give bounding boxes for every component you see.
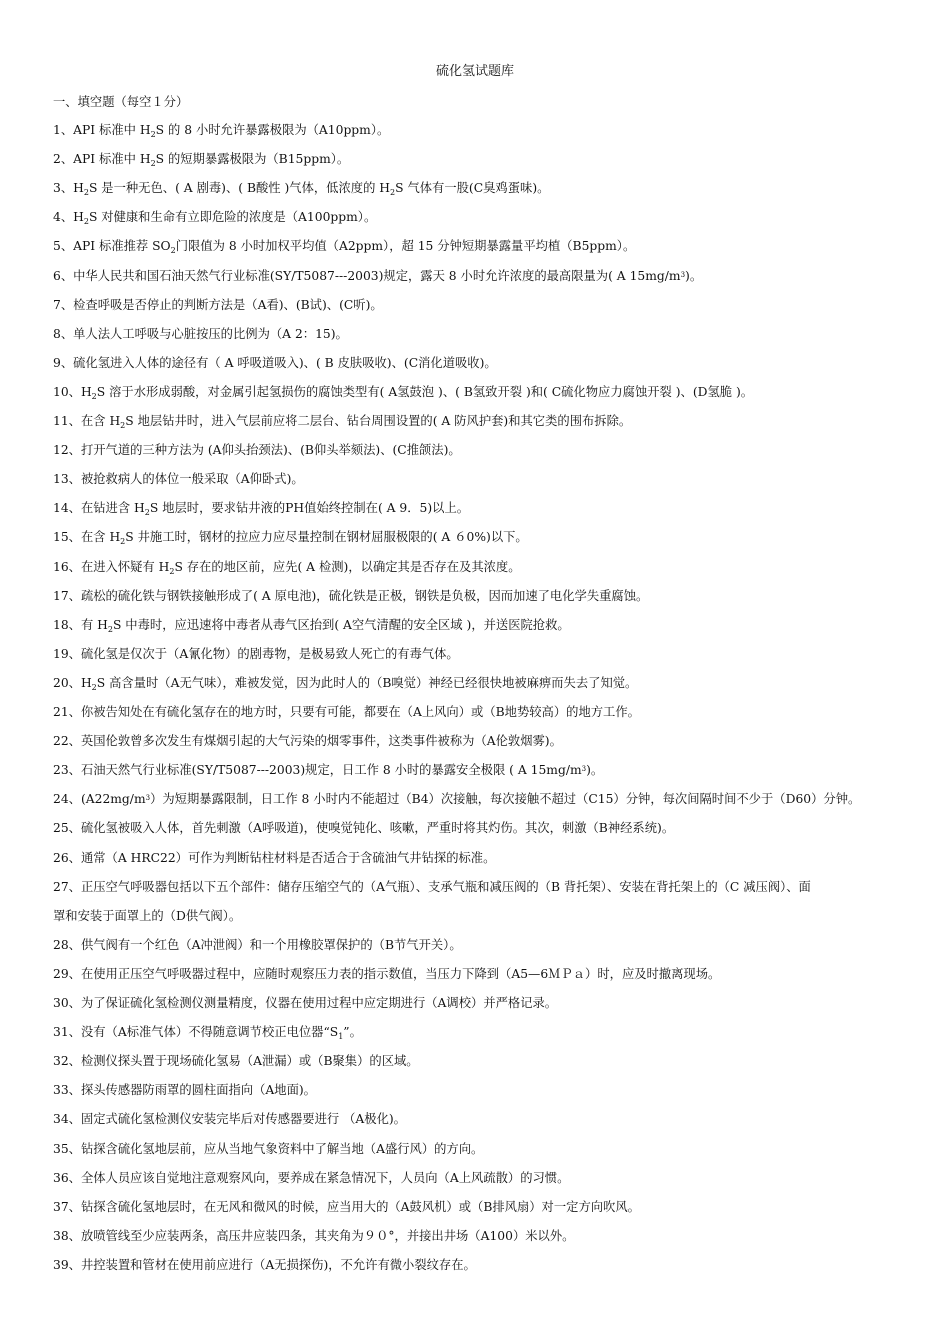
question-line: 11、在含 $H_2S$ 地层钻井时，进入气层前应将二层台、钻台周围设置的( A 防风护套)和其它类的围布拆除。 [53,414,632,430]
question-line: 7、检查呼吸是否停止的判断方法是（A看)、(B试)、(C听)。 [53,298,383,312]
question-line: 17、疏松的硫化铁与钢铁接触形成了( A 原电池)，硫化铁是正极，钢铁是负极，因而加速了电化学失重腐蚀。 [53,589,649,603]
question-line: 26、通常（A HRC22）可作为判断钻柱材料是否适合于含硫油气井钻探的标准。 [53,851,496,865]
question-line: 16、在进入怀疑有 $H_2S$ 存在的地区前，应先( A 检测)，以确定其是否存在及其浓度。 [53,560,521,576]
question-line: 30、为了保证硫化氢检测仪测量精度，仪器在使用过程中应定期进行（A调校）并严格记录。 [53,996,558,1010]
question-line: 19、硫化氢是仅次于（A氰化物）的剧毒物，是极易致人死亡的有毒气体。 [53,647,459,661]
question-line: 25、硫化氢被吸入人体，首先刺激（A呼吸道)，使嗅觉钝化、咳嗽，严重时将其灼伤。其次，刺激（B神经系统)。 [53,821,675,835]
question-line: 29、在使用正压空气呼吸器过程中，应随时观察压力表的指示数值，当压力下降到（A5—6ＭＰａ）时，应及时撤离现场。 [53,967,721,981]
question-line: 5、API 标准推荐 $SO_2$门限值为 8 小时加权平均值（A2ppm），超 15 分钟短期暴露量平均植（B5ppm）。 [53,239,636,255]
question-line: 10、$H_2S$ 溶于水形成弱酸，对金属引起氢损伤的腐蚀类型有( A氢鼓泡 )、( B氢致开裂 )和( C硫化物应力腐蚀开裂 )、(D氢脆 )。 [53,385,754,401]
question-line: 21、你被告知处在有硫化氢存在的地方时，只要有可能，都要在（A上风向）或（B地势较高）的地方工作。 [53,705,640,719]
question-line: 22、英国伦敦曾多次发生有煤烟引起的大气污染的烟零事件，这类事件被称为（A伦敦烟雾)。 [53,734,562,748]
question-line: 18、有 $H_2S$ 中毒时，应迅速将中毒者从毒气区抬到( A空气清醒的安全区域 )，并送医院抢救。 [53,618,570,634]
question-line: 35、钻探含硫化氢地层前，应从当地气象资料中了解当地（A盛行风）的方向。 [53,1142,484,1156]
question-line: 32、检测仪探头置于现场硫化氢易（A泄漏）或（B聚集）的区域。 [53,1054,419,1068]
question-line: 2、API 标准中 $H_2S$ 的短期暴露极限为（B15ppm）。 [53,152,350,168]
question-line: 4、$H_2S$ 对健康和生命有立即危险的浓度是（A100ppm）。 [53,210,377,226]
question-line: 15、在含 $H_2S$ 井施工时，钢材的拉应力应尽量控制在钢材屈服极限的( A ６0%)以下。 [53,530,528,546]
question-line: 23、石油天然气行业标准(SY/T5087---2003)规定，日工作 8 小时的暴露安全极限 ( A $15mg/m^3$)。 [53,763,604,777]
question-line: 31、没有（A标准气体）不得随意调节校正电位器“$S_1$”。 [53,1025,362,1041]
question-line: 13、被抢救病人的体位一般采取（A仰卧式)。 [53,472,304,486]
question-line: 14、在钻进含 $H_2S$ 地层时，要求钻井液的PH值始终控制在( A 9．5)以上。 [53,501,470,517]
section-heading: 一、填空题（每空１分） [53,95,189,109]
question-line: 38、放喷管线至少应装两条，高压井应装四条，其夹角为９０°，并接出井场（A100）米以外。 [53,1229,575,1243]
question-line: 12、打开气道的三种方法为 (A仰头抬颈法)、(B仰头举颏法)、(C推颌法)。 [53,443,461,457]
question-line: 24、$(A22mg/m^3)$为短期暴露限制，日工作 8 小时内不能超过（B4）次接触，每次接触不超过（C15）分钟，每次间隔时间不少于（D60）分钟。 [53,792,861,806]
document-title: 硫化氢试题库 [435,64,514,79]
question-line: 36、全体人员应该自觉地注意观察风向，要养成在紧急情况下，人员向（A上风疏散）的习惯。 [53,1171,570,1185]
question-line: 28、供气阀有一个红色（A冲泄阀）和一个用橡胶罩保护的（B节气开关）。 [53,938,462,952]
question-line: 33、探头传感器防雨罩的圆柱面指向（A地面)。 [53,1083,316,1097]
question-line: 20、$H_2S$ 高含量时（A无气味），难被发觉，因为此时人的（B嗅觉）神经已经很快地被麻痹而失去了知觉。 [53,676,638,692]
question-line: 1、API 标准中 $H_2S$ 的 8 小时允许暴露极限为（A10ppm）。 [53,123,390,139]
question-line: 3、$H_2S$ 是一种无色、( A 剧毒)、( B酸性 )气体，低浓度的 $H_2S$ 气体有一股(C臭鸡蛋味)。 [53,181,550,197]
question-line: 6、中华人民共和国石油天然气行业标准(SY/T5087---2003)规定，露天 8 小时允许浓度的最高限量为( A $15mg/m^3$)。 [53,269,703,283]
question-line: 27、正压空气呼吸器包括以下五个部件：储存压缩空气的（A气瓶）、支承气瓶和减压阀的（B 背托架）、安装在背托架上的（C 减压阀）、面 [53,880,811,894]
question-line: 罩和安装于面罩上的（D供气阀）。 [53,909,242,923]
question-line: 39、井控装置和管材在使用前应进行（A无损探伤)，不允许有微小裂纹存在。 [53,1258,476,1272]
question-line: 9、硫化氢进入人体的途径有（ A 呼吸道吸入)、( B 皮肤吸收)、(C消化道吸收)。 [53,356,497,370]
question-line: 8、单人法人工呼吸与心脏按压的比例为（A 2：15)。 [53,327,348,341]
question-line: 37、钻探含硫化氢地层时，在无风和微风的时候，应当用大的（A鼓风机）或（B排风扇）对一定方向吹风。 [53,1200,640,1214]
question-line: 34、固定式硫化氢检测仪安装完毕后对传感器要进行 （A极化)。 [53,1112,406,1126]
